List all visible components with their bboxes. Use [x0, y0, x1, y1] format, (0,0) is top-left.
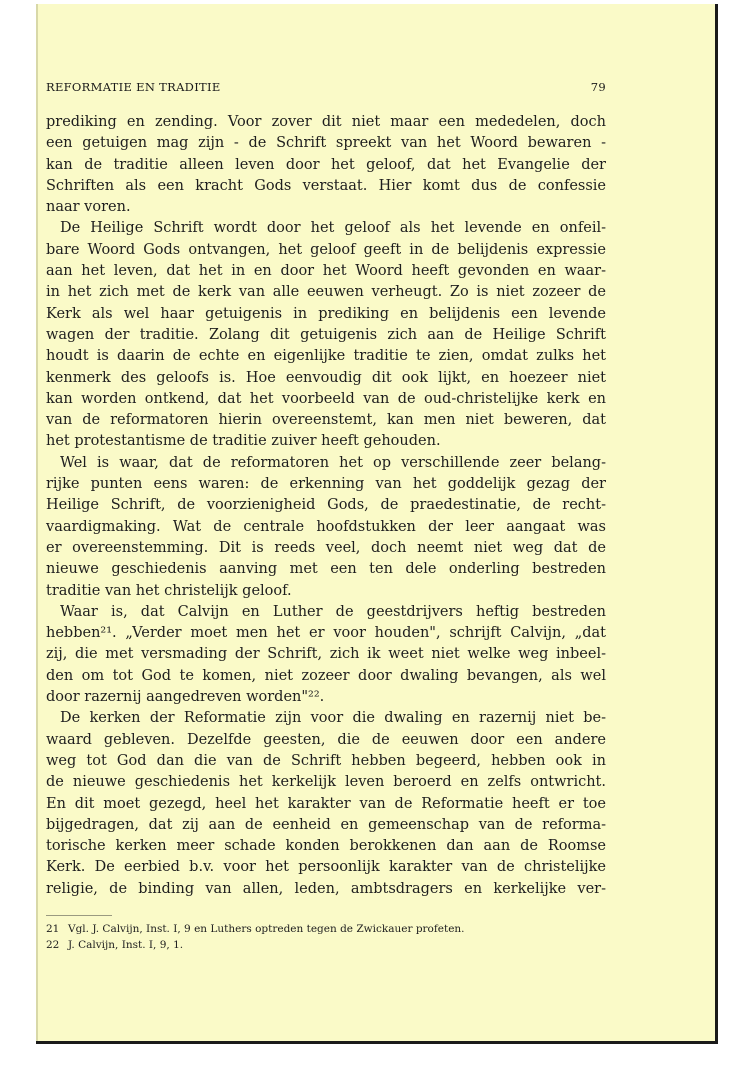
footnote-text: J. Calvijn, Inst. I, 9, 1.	[68, 939, 184, 951]
text-line: naar voren.	[46, 199, 131, 216]
text-line: Heilige Schrift, de voorzienigheid Gods, de praedestinatie, de recht-	[46, 497, 606, 514]
text-line: prediking en zending. Voor zover dit niet maar een mededelen, doch	[46, 114, 606, 130]
text-line: traditie van het christelijk geloof.	[46, 582, 292, 599]
text-line: Waar is, dat Calvijn en Luther de geestdrijvers heftig bestreden	[60, 603, 606, 620]
text-line: door razernij aangedreven worden"²².	[46, 689, 325, 706]
footnote-divider	[46, 915, 112, 916]
text-line: kenmerk des geloofs is. Hoe eenvoudig dit ook lijkt, en hoezeer niet	[46, 369, 606, 386]
text-line: in het zich met de kerk van alle eeuwen verheugt. Zo is niet zozeer de	[46, 284, 606, 301]
text-line: het protestantisme de traditie zuiver heeft gehouden.	[46, 433, 441, 450]
text-line: wagen der traditie. Zolang dit getuigenis zich aan de Heilige Schrift	[46, 326, 606, 343]
text-line: den om tot God te komen, niet zozeer door dwaling bevangen, als wel	[46, 667, 606, 684]
text-line: kan worden ontkend, dat het voorbeeld van de oud-christelijke kerk en	[46, 390, 606, 407]
text-line: rijke punten eens waren: de erkenning van het goddelijk gezag der	[46, 476, 606, 493]
text-line: zij, die met versmading der Schrift, zich ik weet niet welke weg inbeel-	[46, 646, 606, 663]
text-line: De kerken der Reformatie zijn voor die dwaling en razernij niet be-	[60, 710, 606, 727]
text-line: een getuigen mag zijn - de Schrift spreekt van het Woord bewaren -	[46, 135, 606, 152]
footnotes	[46, 921, 606, 953]
page-number: 79	[590, 80, 606, 94]
text-line: Wel is waar, dat de reformatoren het op verschillende zeer belang-	[60, 454, 606, 471]
text-line: Schriften als een kracht Gods verstaat. Hier komt dus de confessie	[46, 177, 606, 194]
text-line: aan het leven, dat het in en door het Woord heeft gevonden en waar-	[46, 263, 606, 280]
text-line: waard gebleven. Dezelfde geesten, die de eeuwen door een andere	[46, 731, 606, 748]
footnote-number: 22	[46, 939, 60, 951]
text-line: bare Woord Gods ontvangen, het geloof geeft in de belijdenis expressie	[46, 241, 606, 258]
text-line: weg tot God dan die van de Schrift hebben begeerd, hebben ook in	[46, 752, 606, 769]
text-line: de nieuwe geschiedenis het kerkelijk leven beroerd en zelfs ontwricht.	[46, 774, 606, 791]
text-line: nieuwe geschiedenis aanving met een ten dele onderling bestreden	[46, 561, 606, 578]
text-line: bijgedragen, dat zij aan de eenheid en gemeenschap van de reforma-	[46, 816, 606, 833]
body-text	[46, 112, 606, 900]
text-line: vaardigmaking. Wat de centrale hoofdstukken der leer aangaat was	[46, 518, 606, 535]
footnote-text: Vgl. J. Calvijn, Inst. I, 9 en Luthers optreden tegen de Zwickauer profeten.	[68, 923, 465, 935]
text-line: houdt is daarin de echte en eigenlijke traditie te zien, omdat zulks het	[46, 348, 606, 365]
text-line: er overeenstemming. Dit is reeds veel, doch neemt niet weg dat de	[46, 539, 606, 556]
text-line: torische kerken meer schade konden berokkenen dan aan de Roomse	[46, 838, 606, 855]
footnote	[46, 921, 606, 937]
text-line: Kerk als wel haar getuigenis in prediking en belijdenis een levende	[46, 305, 606, 322]
scan-margin	[718, 0, 738, 1068]
running-header-title: REFORMATIE EN TRADITIE	[46, 80, 221, 94]
text-line: van de reformatoren hierin overeenstemt, kan men niet beweren, dat	[46, 412, 606, 429]
text-line: De Heilige Schrift wordt door het geloof als het levende en onfeil-	[60, 220, 606, 237]
footnote-number: 21	[46, 923, 60, 935]
footnote	[46, 937, 606, 953]
text-line: kan de traditie alleen leven door het geloof, dat het Evangelie der	[46, 156, 606, 173]
text-line: hebben²¹. „Verder moet men het er voor houden", schrijft Calvijn, „dat	[46, 625, 606, 642]
text-line: En dit moet gezegd, heel het karakter van de Reformatie heeft er toe	[46, 795, 606, 812]
text-line: Kerk. De eerbied b.v. voor het persoonlijk karakter van de christelijke	[46, 859, 606, 876]
page-edge	[36, 4, 38, 1041]
text-line: religie, de binding van allen, leden, ambtsdragers en kerkelijke ver-	[46, 880, 606, 897]
